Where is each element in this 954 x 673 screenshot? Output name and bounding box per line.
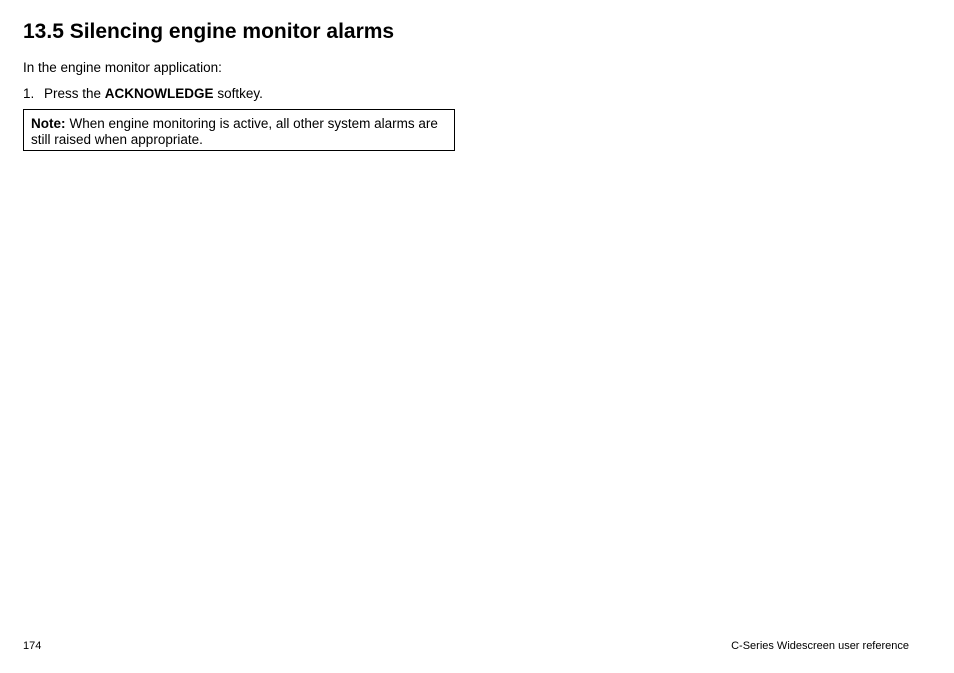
step-1	[23, 86, 263, 102]
step-number: 1.	[23, 86, 35, 101]
intro-text: In the engine monitor application:	[23, 60, 222, 75]
footer-page-number: 174	[23, 640, 42, 652]
page-title: 13.5 Silencing engine monitor alarms	[23, 20, 395, 43]
step-text-after: softkey.	[217, 86, 263, 101]
footer-document-title: C-Series Widescreen user reference	[731, 640, 909, 652]
step-text-before: Press the	[44, 86, 102, 101]
note-label: Note:	[31, 116, 66, 131]
step-keyword: ACKNOWLEDGE	[104, 86, 214, 101]
note-box	[23, 109, 455, 151]
note-text: When engine monitoring is active, all other system alarms are still raised when appropriate.	[31, 116, 438, 147]
